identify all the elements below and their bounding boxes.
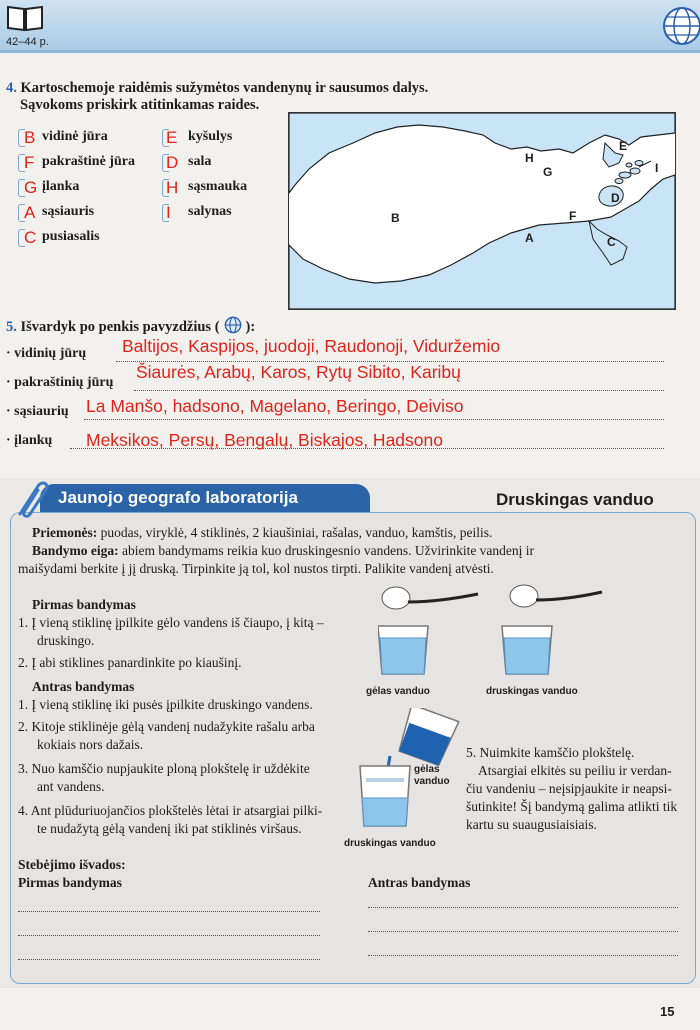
answer-line xyxy=(84,418,664,420)
answer-letter[interactable]: G xyxy=(24,178,38,197)
page-range: 42–44 p. xyxy=(6,36,49,48)
second-step-2a: 2. Kitoje stiklinėje gėlą vandenį nudažykite rašalu arba xyxy=(18,719,315,734)
warning-line-3: šutinkite! Šį bandymą galima atlikti tik xyxy=(466,799,678,814)
answer-text[interactable]: Meksikos, Persų, Bengalų, Biskajos, Hadsono xyxy=(86,430,443,450)
salty-water-label-2: druskingas vanduo xyxy=(344,838,436,849)
map-drawing xyxy=(289,113,675,309)
task5-row-3-label: · sąsiaurių xyxy=(6,404,69,419)
globe-icon xyxy=(220,316,246,334)
fresh-water-label: gėlas vanduo xyxy=(366,686,430,697)
task5-number: 5. xyxy=(6,319,17,335)
observations-first: Pirmas bandymas xyxy=(18,875,122,890)
observations-second: Antras bandymas xyxy=(368,875,471,890)
answer-line[interactable] xyxy=(368,906,678,908)
first-step-2: 2. Į abi stiklines panardinkite po kiaušinį. xyxy=(18,655,242,670)
task5-row-1-label: · vidinių jūrų xyxy=(6,346,87,361)
second-step-2b: kokiais nors dažais. xyxy=(37,737,144,752)
task4-line1 xyxy=(6,80,428,97)
answer-line xyxy=(134,389,664,391)
materials-label: Priemonės: xyxy=(32,525,98,540)
salty-water-label: druskingas vanduo xyxy=(486,686,578,697)
answer-text[interactable]: La Manšo, hadsono, Magelano, Beringo, Deiviso xyxy=(86,396,464,416)
header-divider xyxy=(0,50,700,53)
answer-line[interactable] xyxy=(18,910,320,912)
item-label: kyšulys xyxy=(188,129,233,144)
item-label: pakraštinė jūra xyxy=(42,154,135,169)
answer-line[interactable] xyxy=(368,954,678,956)
row-label: vidinių jūrų xyxy=(14,346,87,361)
procedure-label: Bandymo eiga: xyxy=(32,543,119,558)
answer-text[interactable]: Šiaurės, Arabų, Karos, Rytų Sibito, Karibų xyxy=(136,362,461,382)
answer-letter[interactable]: A xyxy=(24,203,36,222)
page-number: 15 xyxy=(660,1004,675,1019)
map-label-f: F xyxy=(569,209,577,223)
item-label: sala xyxy=(188,154,212,169)
answer-letter[interactable]: B xyxy=(24,128,36,147)
map-label-h: H xyxy=(525,151,534,165)
task5-text: Išvardyk po penkis pavyzdžius ( xyxy=(20,319,220,335)
answer-letter[interactable]: I xyxy=(166,203,171,222)
answer-text[interactable]: Baltijos, Kaspijos, juodoji, Raudonoji, Viduržemio xyxy=(122,336,501,356)
answer-letter[interactable]: E xyxy=(166,128,178,147)
answer-letter[interactable]: C xyxy=(24,228,37,247)
row-label: įlankų xyxy=(14,433,53,448)
map-label-a: A xyxy=(525,231,534,245)
pouring-illustration xyxy=(350,708,460,834)
item-label: sąsiauris xyxy=(42,204,95,219)
item-label: vidinė jūra xyxy=(42,129,108,144)
task5-row-2-label: · pakraštinių jūrų xyxy=(6,375,114,390)
second-step-3a: 3. Nuo kamščio nupjaukite ploną plokštelę ir uždėkite xyxy=(18,761,310,776)
pour-label-2: vanduo xyxy=(414,776,450,787)
map-label-i: I xyxy=(655,161,659,175)
map-label-g: G xyxy=(543,165,553,179)
schematic-map xyxy=(288,112,676,310)
second-step-5: 5. Nuimkite kamščio plokštelę. xyxy=(466,745,635,760)
lab-procedure-2: maišydami berkite į jį druską. Tirpinkite ją tol, kol nustos tirpti. Palikite vandenį atvėsti. xyxy=(18,561,494,576)
map-label-c: C xyxy=(607,235,616,249)
answer-line[interactable] xyxy=(18,958,320,960)
row-label: sąsiaurių xyxy=(14,404,69,419)
lab-subtitle: Druskingas vanduo xyxy=(496,490,654,509)
fresh-water-glass-illustration xyxy=(378,584,488,678)
lab-title: Jaunojo geografo laboratorija xyxy=(58,488,298,507)
header-bar xyxy=(0,0,700,52)
warning-line-2: čiu vandeniu – neįsipjaukite ir neapsi- xyxy=(466,781,672,796)
task5-text-end: ): xyxy=(245,319,256,335)
warning-line-1: Atsargiai elkitės su peiliu ir verdan- xyxy=(478,763,672,778)
row-label: pakraštinių jūrų xyxy=(14,375,114,390)
answer-line[interactable] xyxy=(18,934,320,936)
answer-letter[interactable]: F xyxy=(24,153,35,172)
map-label-d: D xyxy=(611,191,620,205)
first-step-1b: druskingo. xyxy=(37,633,95,648)
observations-title: Stebėjimo išvados: xyxy=(18,857,126,872)
task5-heading xyxy=(6,316,255,336)
lab-materials xyxy=(32,524,592,541)
book-icon xyxy=(6,4,44,32)
materials-text: puodas, viryklė, 4 stiklinės, 2 kiaušiniai, rašalas, vanduo, kamštis, peilis. xyxy=(97,525,493,540)
pour-label-1: gėlas xyxy=(414,764,440,775)
second-step-3b: ant vandens. xyxy=(37,779,105,794)
salty-water-glass-illustration xyxy=(496,584,606,678)
answer-line[interactable] xyxy=(368,930,678,932)
second-step-4b: te nudažytą gėlą vandenį iki pat stiklinės viršaus. xyxy=(37,821,302,836)
answer-letter[interactable]: D xyxy=(166,153,179,172)
item-label: pusiasalis xyxy=(42,229,100,244)
task5-row-4-label: · įlankų xyxy=(6,433,53,448)
procedure-text: abiem bandymams reikia kuo druskingesnio vandens. Užvirinkite vandenį ir xyxy=(118,543,535,558)
first-step-1a: 1. Į vieną stiklinę įpilkite gėlo vandens iš čiaupo, į kitą – xyxy=(18,615,324,630)
item-label: salynas xyxy=(188,204,232,219)
map-label-b: B xyxy=(391,211,400,225)
item-label: įlanka xyxy=(42,179,80,194)
item-label: sąsmauka xyxy=(188,179,248,194)
second-step-4a: 4. Ant plūduriuojančios plokštelės lėtai ir atsargiai pilki- xyxy=(18,803,323,818)
globe-icon xyxy=(662,6,700,46)
answer-letter[interactable]: H xyxy=(166,178,179,197)
lab-procedure-1 xyxy=(32,542,652,559)
second-step-1: 1. Į vieną stiklinę iki pusės įpilkite druskingo vandens. xyxy=(18,697,313,712)
task4-text: Kartoschemoje raidėmis sužymėtos vandenynų ir sausumos dalys. xyxy=(20,80,429,96)
task4-number: 4. xyxy=(6,80,17,96)
paperclip-icon xyxy=(10,474,52,520)
task4-line2: Sąvokoms priskirk atitinkamas raides. xyxy=(20,97,260,113)
map-label-e: E xyxy=(619,139,628,153)
first-experiment-title: Pirmas bandymas xyxy=(32,597,136,612)
warning-line-4: kartu su suaugusiaisiais. xyxy=(466,817,597,832)
second-experiment-title: Antras bandymas xyxy=(32,679,135,694)
